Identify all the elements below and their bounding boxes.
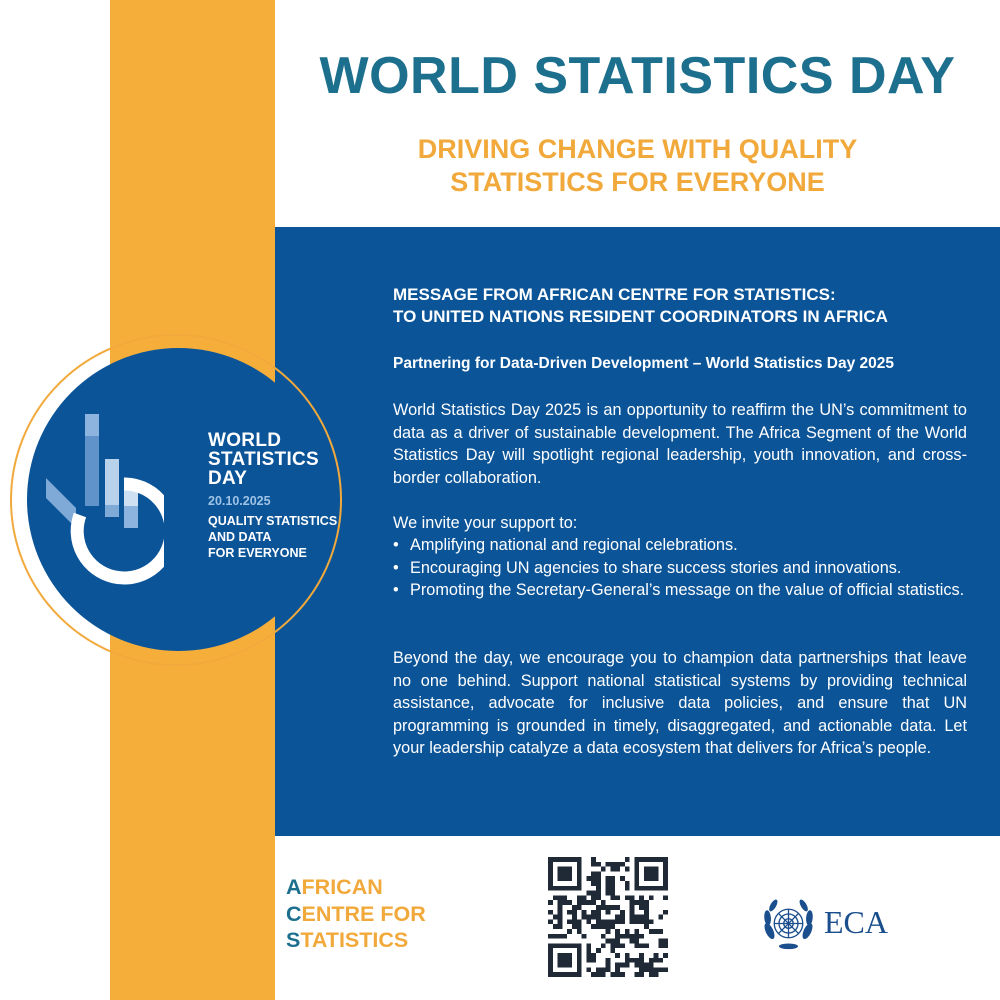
bullet-icon: • <box>393 558 399 577</box>
message-paragraph-1: World Statistics Day 2025 is an opportunity to reaffirm the UN’s commitment to data as a driver of sustainable development. The Africa Segment of the World Statistics Day will spotlight regional leadership, youth innovation, and cross-border collaboration. <box>393 401 967 487</box>
message-heading-line: MESSAGE FROM AFRICAN CENTRE FOR STATISTICS: <box>393 285 836 304</box>
badge-slogan-line: FOR EVERYONE <box>208 546 307 560</box>
bullet-icon: • <box>393 581 399 599</box>
acs-initial: C <box>286 901 302 926</box>
badge-date: 20.10.2025 <box>208 494 271 508</box>
acs-line <box>286 927 426 954</box>
un-emblem-icon <box>760 895 817 952</box>
badge-title-line: STATISTICS <box>208 449 320 470</box>
message-paragraph-2: Beyond the day, we encourage you to champion data partnerships that leave no one behind. Support national statistical systems by providing technical assistance, advocate for inclusive data policies, and ensure that UN programming is grounded in timely, disaggregated, and actionable data. Let your leadership catalyze a data ecosystem that delivers for Africa’s people. <box>393 649 967 757</box>
subtitle-line: STATISTICS FOR EVERYONE <box>450 167 825 197</box>
support-list <box>393 534 967 602</box>
list-item-text: Promoting the Secretary-General’s message on the value of official statistics. <box>410 581 965 599</box>
bullet-icon: • <box>393 536 399 554</box>
message-heading-line: TO UNITED NATIONS RESIDENT COORDINATORS IN AFRICA <box>393 307 888 326</box>
badge-slogan-line: QUALITY STATISTICS <box>208 514 338 528</box>
subtitle-line: DRIVING CHANGE WITH QUALITY <box>417 134 858 164</box>
list-item <box>393 534 967 557</box>
acs-line <box>286 901 426 928</box>
acs-logo-text <box>286 874 426 954</box>
list-item-text: Encouraging UN agencies to share success stories and innovations. <box>410 558 902 577</box>
wsd-logo-icon <box>44 414 164 594</box>
badge-slogan-line: AND DATA <box>208 530 272 544</box>
acs-rest: FRICAN <box>301 875 383 899</box>
badge-title-line: WORLD <box>208 430 282 451</box>
page-title: WORLD STATISTICS DAY <box>319 47 956 105</box>
acs-rest: TATISTICS <box>300 928 409 952</box>
list-item <box>393 579 967 602</box>
acs-initial: A <box>286 875 302 899</box>
message-heading <box>393 284 973 328</box>
qr-code-icon[interactable] <box>548 857 668 977</box>
badge-title-line: DAY <box>208 468 248 489</box>
wsd-badge-text <box>208 431 337 561</box>
invite-text: We invite your support to: <box>393 514 578 532</box>
acs-initial: S <box>286 928 301 952</box>
message-subheading: Partnering for Data-Driven Development – World Statistics Day 2025 <box>393 355 895 372</box>
list-item <box>393 557 967 580</box>
acs-line <box>286 874 426 901</box>
eca-logo-text: ECA <box>824 904 888 940</box>
page-subtitle <box>275 133 1000 199</box>
list-item-text: Amplifying national and regional celebrations. <box>410 536 738 554</box>
acs-rest: ENTRE FOR <box>301 901 426 926</box>
